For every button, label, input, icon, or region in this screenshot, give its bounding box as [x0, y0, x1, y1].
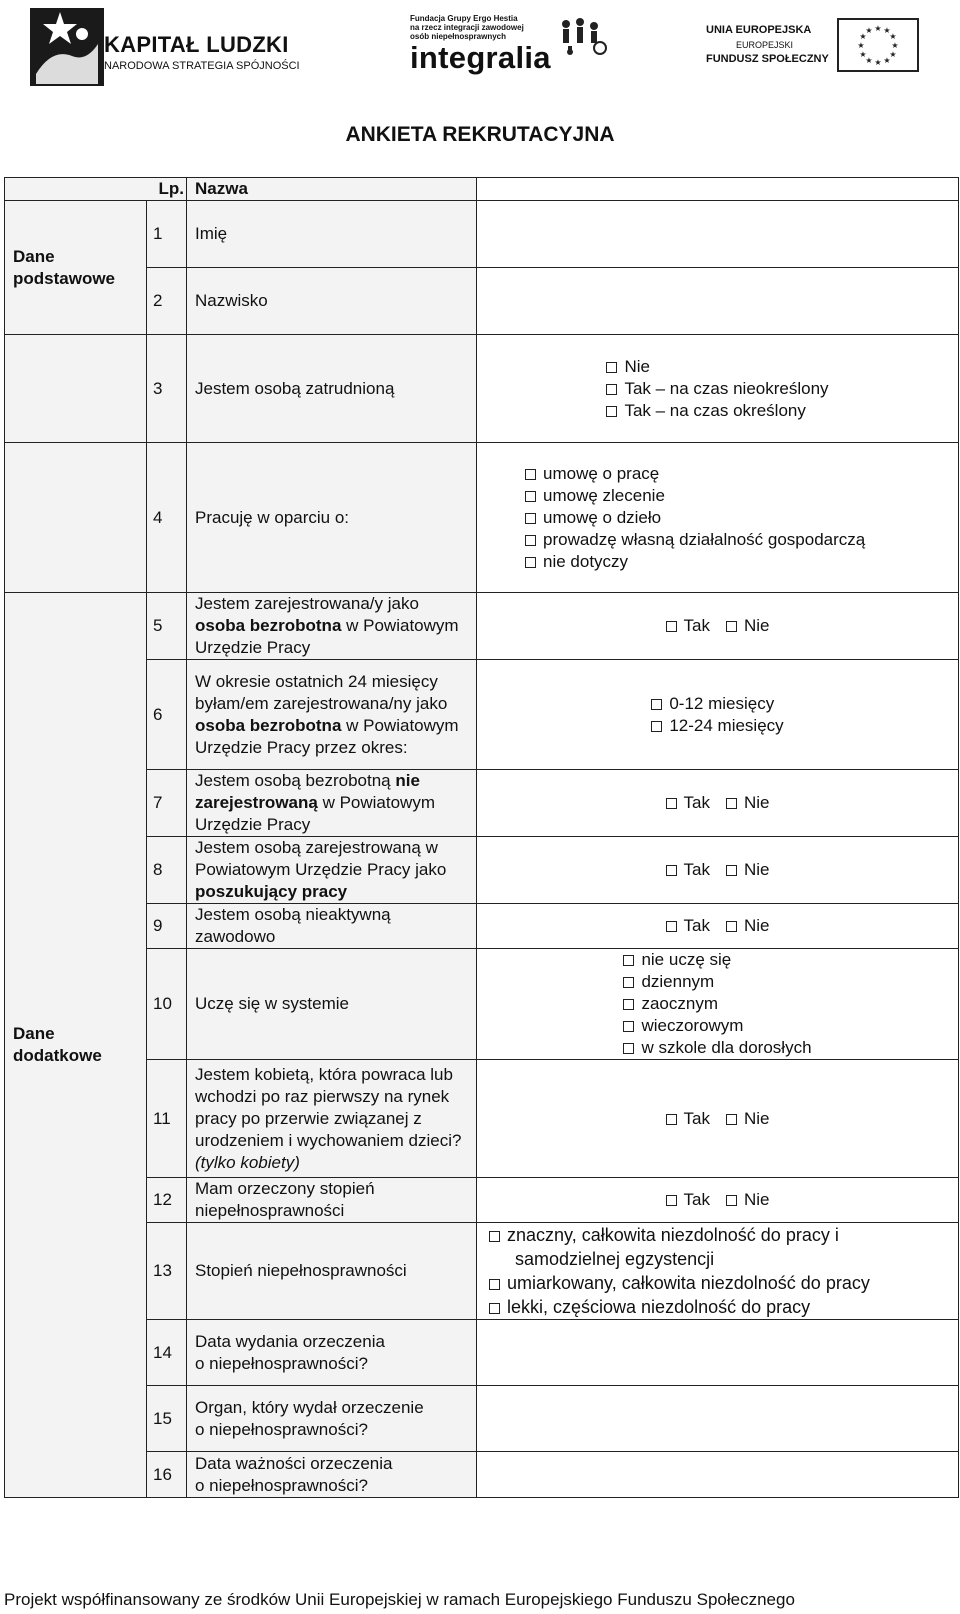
section-basic: Dane podstawowe	[5, 201, 147, 335]
form-row-2	[5, 268, 959, 335]
employed-option-indefinite[interactable]: Tak – na czas nieokreślony	[606, 378, 828, 400]
row-number: 12	[147, 1178, 187, 1223]
checkbox-icon	[489, 1303, 500, 1314]
row-number: 2	[147, 268, 187, 335]
field-returning-mother-label: Jestem kobietą, która powraca lub wchodzi po raz pierwszy na rynek pracy po przerwie związanej z urodzeniem i wychowaniem dzieci? (tylko kobiety)	[187, 1060, 477, 1178]
valid-until-field[interactable]	[477, 1452, 959, 1498]
past-unemployed-0-12[interactable]: 0-12 miesięcy	[651, 693, 783, 715]
header-row	[5, 178, 959, 201]
header-spacer	[5, 178, 147, 201]
svg-text:★: ★	[857, 41, 865, 50]
issue-date-field[interactable]	[477, 1320, 959, 1386]
checkbox-icon	[666, 1114, 677, 1125]
unregistered-unemployed-yes[interactable]: Tak	[666, 792, 710, 814]
checkbox-icon	[525, 513, 536, 524]
employed-options	[606, 356, 828, 422]
disability-degree-severe[interactable]: znaczny, całkowita niezdolność do pracy i	[489, 1223, 950, 1247]
field-issue-date-label: Data wydania orzeczenia o niepełnosprawności?	[187, 1320, 477, 1386]
checkbox-icon	[525, 491, 536, 502]
returning-mother-yes[interactable]: Tak	[666, 1108, 710, 1130]
svg-text:★: ★	[883, 56, 891, 65]
contract-option-mandate[interactable]: umowę zlecenie	[525, 485, 865, 507]
form-row-16	[5, 1452, 959, 1498]
integralia-line-1: Fundacja Grupy Ergo Hestia	[410, 14, 518, 23]
education-evening[interactable]: wieczorowym	[623, 1015, 811, 1037]
kapital-ludzki-subtitle: NARODOWA STRATEGIA SPÓJNOŚCI	[104, 60, 300, 72]
checkbox-icon	[666, 921, 677, 932]
eu-logo-line-3: FUNDUSZ SPOŁECZNY	[706, 53, 829, 65]
svg-text:★: ★	[883, 26, 891, 35]
form-row-7	[5, 770, 959, 837]
issuing-body-field[interactable]	[477, 1386, 959, 1452]
eu-logo-line-1: UNIA EUROPEJSKA	[706, 24, 812, 36]
field-employed-label: Jestem osobą zatrudnioną	[187, 335, 477, 443]
checkbox-icon	[651, 699, 662, 710]
row-number: 8	[147, 837, 187, 904]
form-row-13	[5, 1223, 959, 1320]
disability-degree-moderate[interactable]: umiarkowany, całkowita niezdolność do pracy	[489, 1271, 950, 1295]
form-row-4	[5, 443, 959, 593]
field-job-seeker-label: Jestem osobą zarejestrowaną w Powiatowym Urzędzie Pracy jako poszukujący pracy	[187, 837, 477, 904]
last-name-field[interactable]	[477, 268, 959, 335]
svg-text:★: ★	[889, 32, 897, 41]
form-row-1	[5, 201, 959, 268]
eu-logo	[706, 18, 926, 74]
form-row-9	[5, 904, 959, 949]
field-past-unemployed-label: W okresie ostatnich 24 miesięcy byłam/em zarejestrowana/ny jako osoba bezrobotna w Powiatowym Urzędzie Pracy przez okres:	[187, 660, 477, 770]
form-row-6	[5, 660, 959, 770]
checkbox-icon	[726, 1195, 737, 1206]
eu-flag-icon	[837, 18, 919, 72]
field-disability-label: Mam orzeczony stopień niepełnosprawności	[187, 1178, 477, 1223]
checkbox-icon	[726, 621, 737, 632]
disability-degree-severe-cont: samodzielnej egzystencji	[515, 1249, 715, 1269]
checkbox-icon	[726, 798, 737, 809]
education-options	[623, 949, 811, 1059]
checkbox-icon	[525, 557, 536, 568]
checkbox-icon	[606, 384, 617, 395]
column-lp: Lp.	[147, 178, 187, 201]
checkbox-icon	[623, 955, 634, 966]
form-row-3	[5, 335, 959, 443]
contract-option-na[interactable]: nie dotyczy	[525, 551, 865, 573]
field-unregistered-unemployed-label: Jestem osobą bezrobotną nie zarejestrowaną w Powiatowym Urzędzie Pracy	[187, 770, 477, 837]
women-only-note: (tylko kobiety)	[195, 1152, 300, 1172]
returning-mother-no[interactable]: Nie	[726, 1108, 770, 1130]
section-extra: Dane dodatkowe	[5, 593, 147, 1498]
svg-text:★: ★	[874, 24, 882, 33]
svg-text:★: ★	[859, 50, 867, 59]
column-answer	[477, 178, 959, 201]
inactive-no[interactable]: Nie	[726, 915, 770, 937]
row-number: 10	[147, 949, 187, 1060]
eu-logo-line-2: EUROPEJSKI	[736, 40, 794, 50]
field-last-name-label: Nazwisko	[187, 268, 477, 335]
svg-text:★: ★	[891, 41, 899, 50]
footer-text: Projekt współfinansowany ze środków Unii Europejskiej w ramach Europejskiego Funduszu Społecznego	[4, 1590, 795, 1609]
checkbox-icon	[489, 1231, 500, 1242]
checkbox-icon	[623, 1043, 634, 1054]
employed-option-no[interactable]: Nie	[606, 356, 828, 378]
row-number: 11	[147, 1060, 187, 1178]
kapital-ludzki-title: KAPITAŁ LUDZKI	[104, 32, 289, 57]
education-none[interactable]: nie uczę się	[623, 949, 811, 971]
section-blank	[5, 443, 147, 593]
inactive-yes[interactable]: Tak	[666, 915, 710, 937]
row-number: 16	[147, 1452, 187, 1498]
job-seeker-no[interactable]: Nie	[726, 859, 770, 881]
job-seeker-yes[interactable]: Tak	[666, 859, 710, 881]
contract-option-work[interactable]: umowę o dzieło	[525, 507, 865, 529]
checkbox-icon	[666, 798, 677, 809]
svg-text:★: ★	[865, 56, 873, 65]
past-unemployed-12-24[interactable]: 12-24 miesięcy	[651, 715, 783, 737]
employed-option-fixed[interactable]: Tak – na czas określony	[606, 400, 828, 422]
row-number: 5	[147, 593, 187, 660]
checkbox-icon	[666, 865, 677, 876]
disability-yes[interactable]: Tak	[666, 1189, 710, 1211]
checkbox-icon	[726, 865, 737, 876]
field-education-label: Uczę się w systemie	[187, 949, 477, 1060]
education-extramural[interactable]: zaocznym	[623, 993, 811, 1015]
form-row-8	[5, 837, 959, 904]
contract-option-business[interactable]: prowadzę własną działalność gospodarczą	[525, 529, 865, 551]
row-number: 7	[147, 770, 187, 837]
integralia-line-2: na rzecz integracji zawodowej	[410, 23, 524, 32]
checkbox-icon	[606, 406, 617, 417]
disability-no[interactable]: Nie	[726, 1189, 770, 1211]
row-number: 9	[147, 904, 187, 949]
kapital-ludzki-logo	[26, 4, 301, 90]
contract-option-employment[interactable]: umowę o pracę	[525, 463, 865, 485]
field-disability-degree-label: Stopień niepełnosprawności	[187, 1223, 477, 1320]
checkbox-icon	[623, 977, 634, 988]
checkbox-icon	[606, 362, 617, 373]
checkbox-icon	[726, 921, 737, 932]
column-name: Nazwa	[187, 178, 477, 201]
field-valid-until-label: Data ważności orzeczenia o niepełnosprawności?	[187, 1452, 477, 1498]
checkbox-icon	[666, 1195, 677, 1206]
svg-text:★: ★	[889, 50, 897, 59]
disability-degree-mild[interactable]: lekki, częściowa niezdolność do pracy	[489, 1295, 950, 1319]
form-row-10	[5, 949, 959, 1060]
past-unemployed-options	[651, 693, 783, 737]
checkbox-icon	[726, 1114, 737, 1125]
row-number: 14	[147, 1320, 187, 1386]
field-inactive-label: Jestem osobą nieaktywną zawodowo	[187, 904, 477, 949]
checkbox-icon	[623, 1021, 634, 1032]
page-title: ANKIETA REKRUTACYJNA	[345, 123, 615, 146]
kapital-ludzki-emblem-icon	[26, 4, 108, 90]
svg-text:★: ★	[874, 58, 882, 67]
row-number: 4	[147, 443, 187, 593]
field-first-name-label: Imię	[187, 201, 477, 268]
unregistered-unemployed-no[interactable]: Nie	[726, 792, 770, 814]
field-issuing-body-label: Organ, który wydał orzeczenie o niepełnosprawności?	[187, 1386, 477, 1452]
row-number: 13	[147, 1223, 187, 1320]
contract-options	[525, 463, 865, 573]
checkbox-icon	[489, 1279, 500, 1290]
education-adult-school[interactable]: w szkole dla dorosłych	[623, 1037, 811, 1059]
form-row-12	[5, 1178, 959, 1223]
field-contract-label: Pracuję w oparciu o:	[187, 443, 477, 593]
row-number: 15	[147, 1386, 187, 1452]
recruitment-form	[4, 177, 959, 1498]
form-row-14	[5, 1320, 959, 1386]
section-blank	[5, 335, 147, 443]
field-registered-unemployed-label: Jestem zarejestrowana/y jako osoba bezrobotna w Powiatowym Urzędzie Pracy	[187, 593, 477, 660]
registered-unemployed-yes[interactable]: Tak	[666, 615, 710, 637]
checkbox-icon	[666, 621, 677, 632]
svg-text:★: ★	[859, 32, 867, 41]
integralia-logo	[410, 14, 610, 74]
form-row-5	[5, 593, 959, 660]
education-daily[interactable]: dziennym	[623, 971, 811, 993]
integralia-name: integralia	[410, 40, 551, 75]
form-row-11	[5, 1060, 959, 1178]
checkbox-icon	[525, 535, 536, 546]
integralia-line-3: osób niepełnosprawnych	[410, 32, 507, 41]
first-name-field[interactable]	[477, 201, 959, 268]
row-number: 3	[147, 335, 187, 443]
row-number: 1	[147, 201, 187, 268]
checkbox-icon	[623, 999, 634, 1010]
checkbox-icon	[525, 469, 536, 480]
form-row-15	[5, 1386, 959, 1452]
registered-unemployed-no[interactable]: Nie	[726, 615, 770, 637]
svg-text:★: ★	[865, 26, 873, 35]
row-number: 6	[147, 660, 187, 770]
people-icon	[558, 16, 608, 60]
checkbox-icon	[651, 721, 662, 732]
